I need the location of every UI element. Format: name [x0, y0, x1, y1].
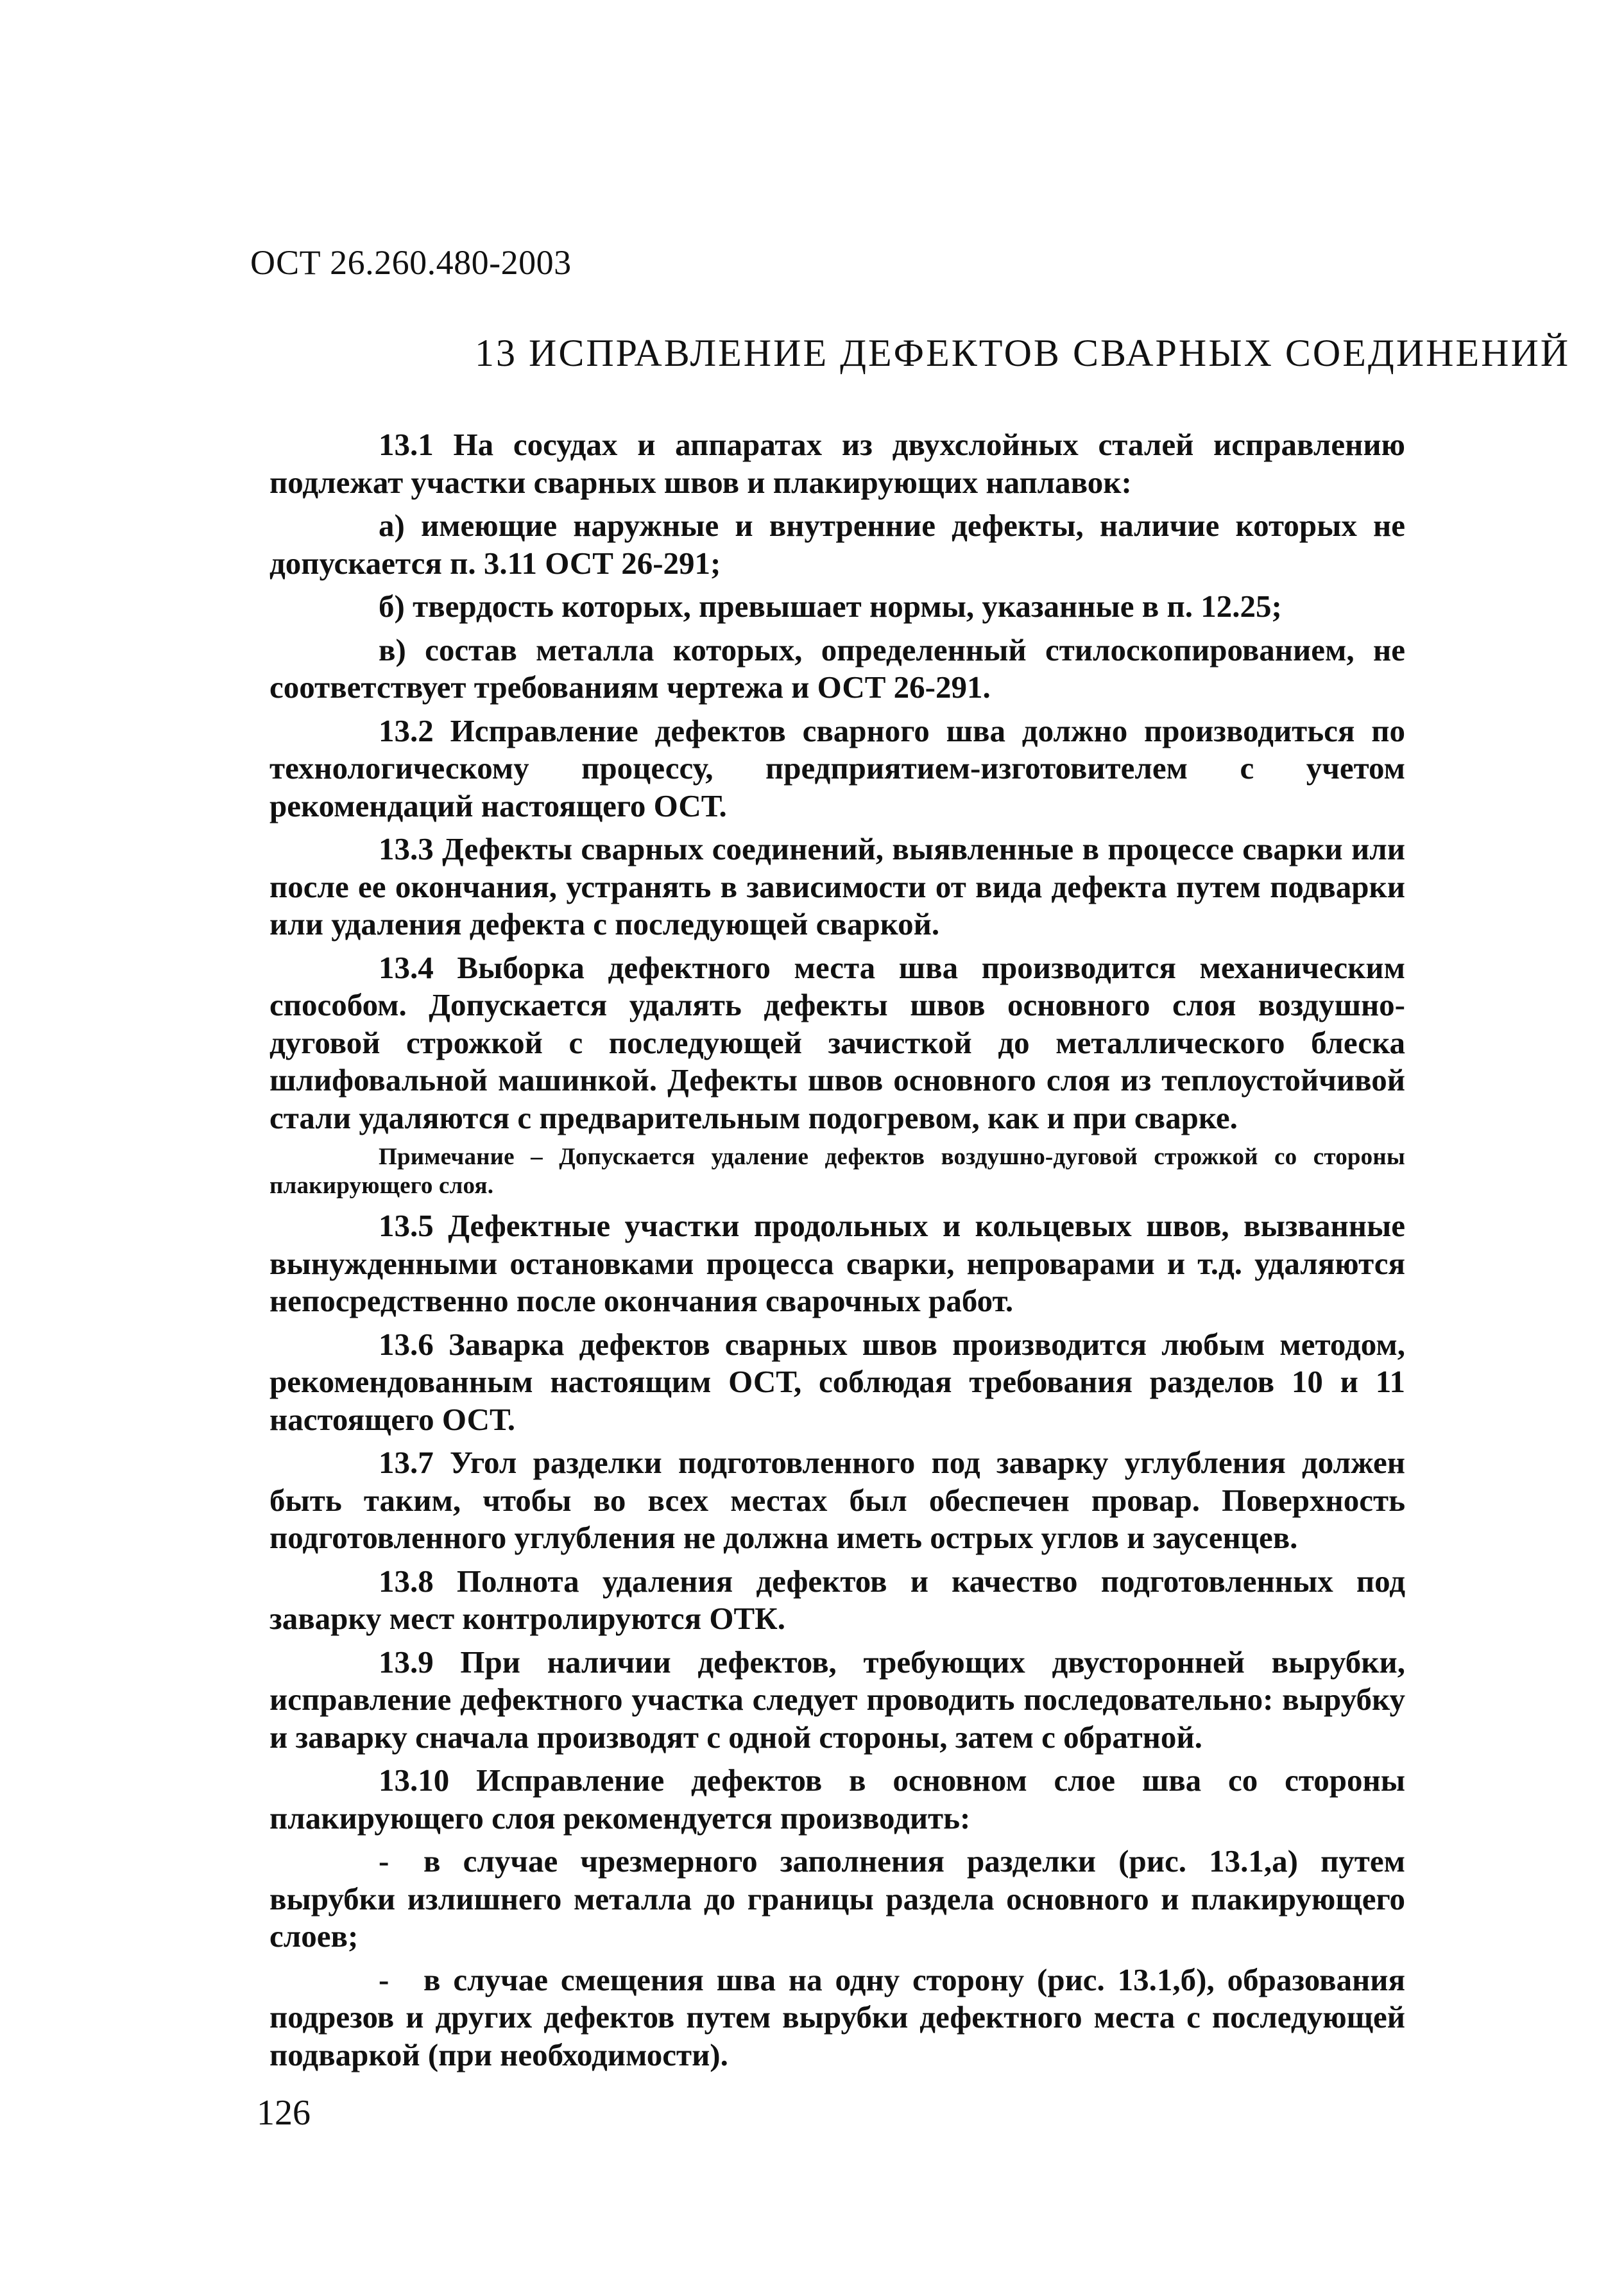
- bullet-item: [269, 1961, 1405, 2074]
- section-title: 13 ИСПРАВЛЕНИЕ ДЕФЕКТОВ СВАРНЫХ СОЕДИНЕНИЙ: [475, 332, 1571, 374]
- paragraph-13-7: 13.7 Угол разделки подготовленного под заварку углубления должен быть таким, чтобы во всех местах был обеспечен провар. Поверхность подготовленного углубления не должна иметь острых углов и заусенцев.: [269, 1445, 1405, 1555]
- paragraph-13-3: 13.3 Дефекты сварных соединений, выявленные в процессе сварки или после ее окончания, устранять в зависимости от вида дефекта путем подварки или удаления дефекта с последующей сваркой.: [269, 831, 1405, 942]
- document-code: ОСТ 26.260.480-2003: [250, 243, 572, 282]
- list-item-b: б) твердость которых, превышает нормы, указанные в п. 12.25;: [379, 589, 1282, 624]
- page-number: 126: [257, 2093, 311, 2133]
- paragraph-13-1: 13.1 На сосудах и аппаратах из двухслойных сталей исправлению подлежат участки сварных швов и плакирующих наплавок:: [269, 427, 1405, 500]
- bullet-mark: -: [379, 1961, 389, 1997]
- paragraph-13-4: 13.4 Выборка дефектного места шва производится механическим способом. Допускается удалять дефекты швов основного слоя воздушно-дуговой строжкой с последующей зачисткой до металлического блеска шлифовальной машинкой. Дефекты швов основного слоя из теплоустойчивой стали удаляются с предварительным подогревом, как и при сварке.: [269, 949, 1405, 1135]
- list-item-v: в) состав металла которых, определенный стилоскопированием, не соответствует требованиям чертежа и ОСТ 26-291.: [269, 632, 1405, 705]
- paragraph-13-10: 13.10 Исправление дефектов в основном слое шва со стороны плакирующего слоя рекомендуется производить:: [269, 1762, 1405, 1836]
- paragraph-13-5: 13.5 Дефектные участки продольных и кольцевых швов, вызванные вынужденными остановками процесса сварки, непроварами и т.д. удаляются непосредственно после окончания сварочных работ.: [269, 1208, 1405, 1318]
- bullet-item: [269, 1843, 1405, 1956]
- paragraph-13-2: 13.2 Исправление дефектов сварного шва должно производиться по технологическому процессу, предприятием-изготовителем с учетом рекомендаций настоящего ОСТ.: [269, 712, 1405, 823]
- bullet-text: в случае чрезмерного заполнения разделки (рис. 13.1,а) путем вырубки излишнего металла до границы раздела основного и плакирующего слоев;: [269, 1843, 1405, 1954]
- paragraph-13-9: 13.9 При наличии дефектов, требующих двусторонней вырубки, исправление дефектного участка следует проводить последовательно: вырубку и заварку сначала производят с одной стороны, затем с обратной.: [269, 1644, 1405, 1755]
- document-body: [269, 426, 1405, 2080]
- note: Примечание – Допускается удаление дефектов воздушно-дуговой строжкой со стороны плакирующего слоя.: [269, 1144, 1405, 1199]
- bullet-mark: -: [379, 1843, 389, 1879]
- list-item-a: а) имеющие наружные и внутренние дефекты, наличие которых не допускается п. 3.11 ОСТ 26-291;: [269, 508, 1405, 581]
- paragraph-13-6: 13.6 Заварка дефектов сварных швов производится любым методом, рекомендованным настоящим ОСТ, соблюдая требования разделов 10 и 11 настоящего ОСТ.: [269, 1326, 1405, 1437]
- bullet-text: в случае смещения шва на одну сторону (рис. 13.1,б), образования подрезов и других дефектов путем вырубки дефектного места с последующей подваркой (при необходимости).: [269, 1961, 1405, 2072]
- paragraph-13-8: 13.8 Полнота удаления дефектов и качество подготовленных под заварку мест контролируются ОТК.: [269, 1563, 1405, 1636]
